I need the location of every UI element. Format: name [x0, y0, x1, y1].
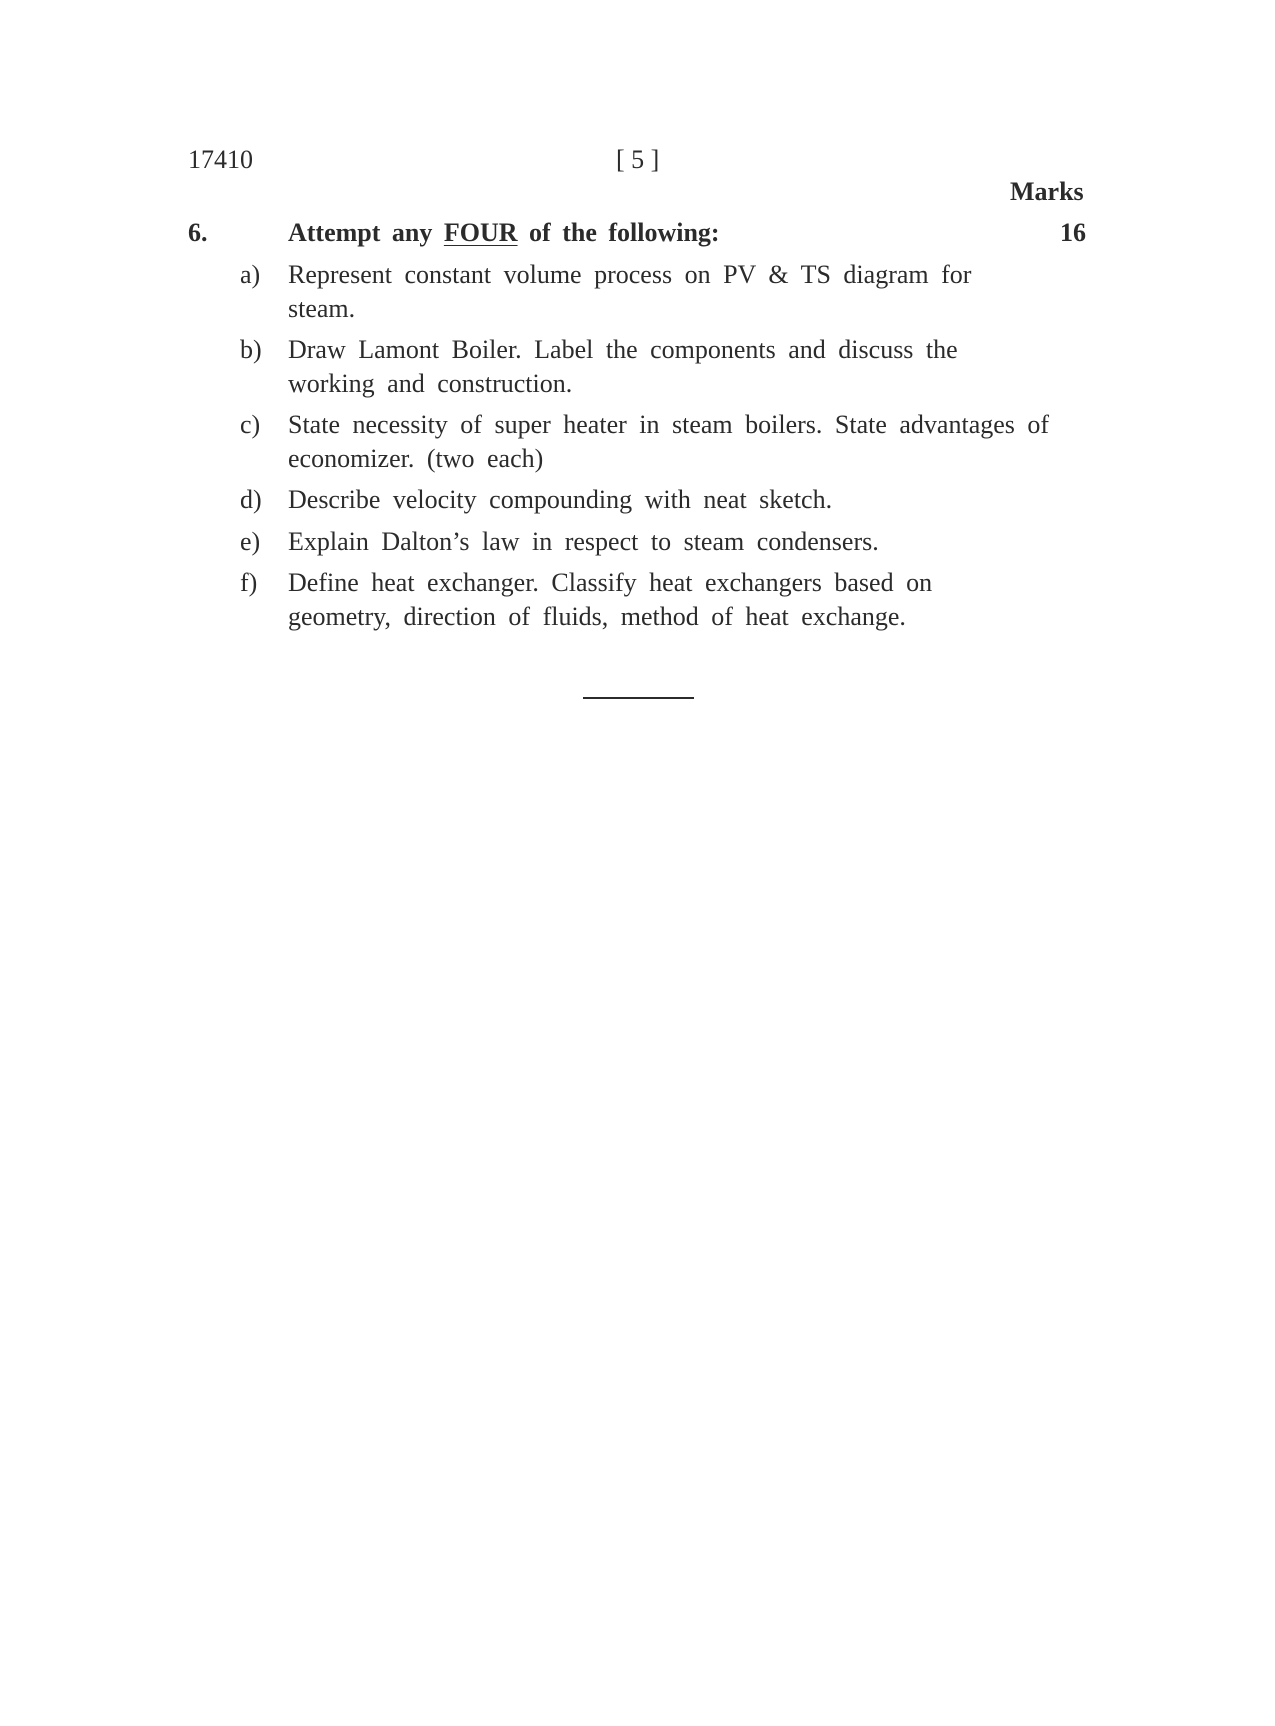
sub-question-text: Describe velocity compounding with neat sketch.: [288, 485, 833, 514]
sub-question-label: d): [240, 485, 262, 514]
page-number: [ 5 ]: [616, 145, 660, 174]
instruction-suffix: of the following:: [529, 218, 720, 247]
instruction-prefix: Attempt any: [288, 218, 433, 247]
sub-question-label: e): [240, 527, 261, 556]
sub-question-label: f): [240, 568, 258, 597]
sub-question-label: a): [240, 260, 261, 289]
marks-column-header: Marks: [1010, 177, 1084, 206]
sub-question-text: Draw Lamont Boiler. Label the components and discuss the working and construction.: [288, 335, 958, 398]
sub-question-text: State necessity of super heater in steam boilers. State advantages of economizer. (two each): [288, 410, 1050, 473]
instruction-emphasis: FOUR: [443, 218, 518, 247]
question-number: 6.: [188, 218, 208, 247]
sub-question-text: Explain Dalton’s law in respect to steam condensers.: [288, 527, 879, 556]
sub-question-text: Represent constant volume process on PV & TS diagram for steam.: [288, 260, 972, 323]
sub-question-label: c): [240, 410, 261, 439]
question-marks: 16: [1060, 218, 1086, 247]
paper-code: 17410: [188, 145, 253, 174]
question-instruction: [288, 217, 720, 249]
sub-question-text: Define heat exchanger. Classify heat exchangers based on geometry, direction of fluids, method of heat exchange.: [288, 568, 933, 631]
end-of-question-rule: [583, 697, 694, 699]
sub-question-label: b): [240, 335, 262, 364]
